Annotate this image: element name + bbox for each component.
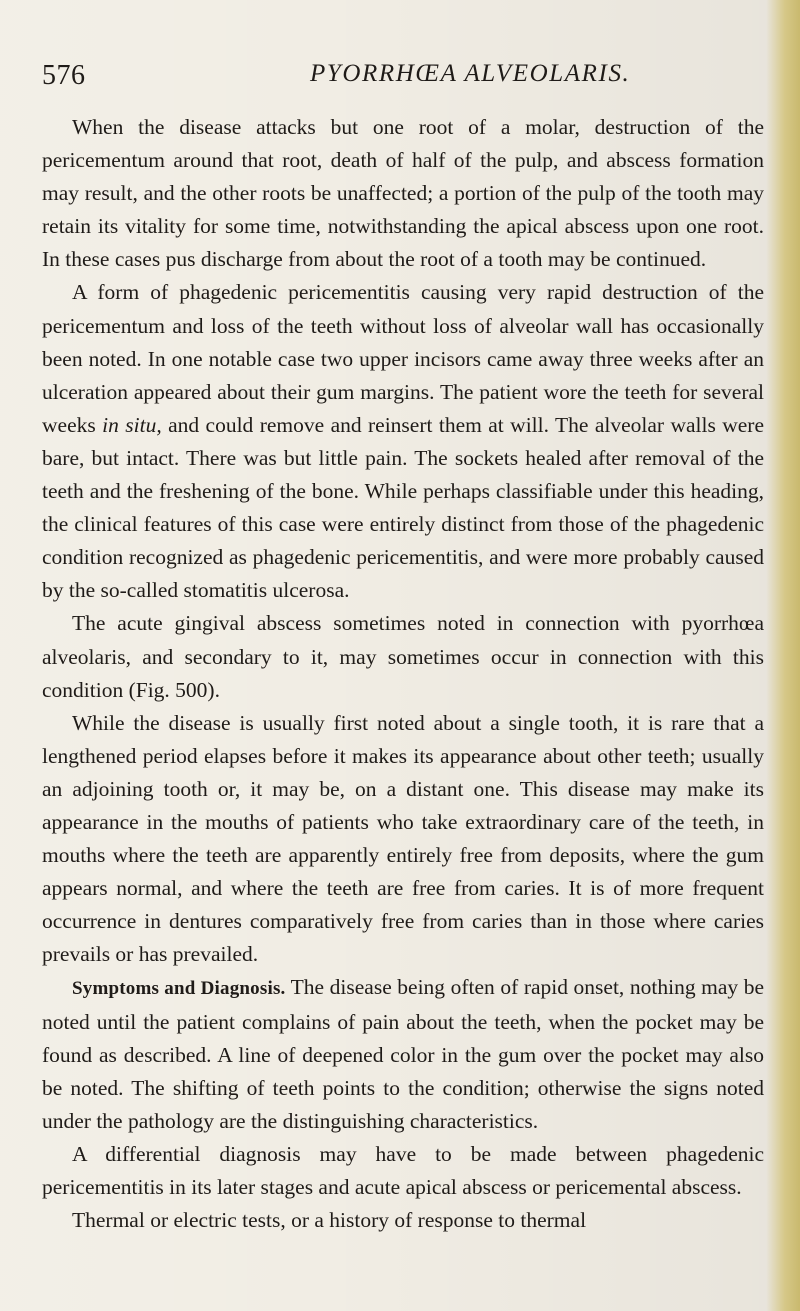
paragraph-2-text-before: A form of phagedenic pericementitis causing very rapid destruction of the pericementum and loss of the teeth without loss of alveolar wall has occasionally been noted. In one notable case two upper incisors came away three weeks after an ulceration appeared about their gum margins. The patient wore the teeth for several weeks: [42, 280, 764, 437]
paragraph-5-text: The disease being often of rapid onset, nothing may be noted until the patient complains of pain about the teeth, when the pocket may be found as described. A line of deepened color in the gum over the pocket may also be noted. The shifting of teeth points to the condition; otherwise the signs noted under the pathology are the distinguishing characteristics.: [42, 975, 764, 1133]
paragraph-2: [42, 276, 764, 607]
page-edge: [766, 0, 800, 1311]
page-number: 576: [42, 60, 86, 91]
italic-in-situ: in situ,: [102, 412, 162, 437]
running-header: [42, 58, 742, 92]
section-heading-symptoms-diagnosis: Symptoms and Diagnosis.: [72, 978, 286, 1000]
running-title: PYORRHŒA ALVEOLARIS.: [310, 60, 631, 87]
paragraph-1: When the disease attacks but one root of a molar, destruction of the pericementum around that root, death of half of the pulp, and abscess formation may result, and the other roots be unaffected; a portion of the pulp of the tooth may retain its vitality for some time, notwithstanding the apical abscess upon one root. In these cases pus discharge from about the root of a tooth may be continued.: [42, 115, 764, 272]
paragraph-3: The acute gingival abscess sometimes noted in connection with pyorrhœa alveolaris, and secondary to it, may sometimes occur in connection with this condition (Fig. 500).: [42, 611, 764, 702]
paragraph-4: While the disease is usually first noted about a single tooth, it is rare that a lengthened period elapses before it makes its appearance about other teeth; usually an adjoining tooth or, it may be, on a distant one. This disease may make its appearance in the mouths of patients who take extraordinary care of the teeth, in mouths where the teeth are apparently entirely free from deposits, where the gum appears normal, and where the teeth are free from caries. It is of more frequent occurrence in dentures comparatively free from caries than in those where caries prevails or has prevailed.: [42, 710, 764, 967]
paragraph-5: [42, 971, 764, 1137]
paragraph-2-text-after: and could remove and reinsert them at will. The alveolar walls were bare, but intact. There was but little pain. The sockets healed after removal of the teeth and the freshening of the bone. While perhaps classifiable under this heading, the clinical features of this case were entirely distinct from those of the phagedenic condition recognized as phagedenic pericementitis, and were more probably caused by the so-called stomatitis ulcerosa.: [42, 412, 765, 603]
body-text: [42, 111, 764, 1237]
paragraph-7: Thermal or electric tests, or a history of response to thermal: [72, 1208, 587, 1233]
paragraph-6: A differential diagnosis may have to be made between phagedenic pericementitis in its later stages and acute apical abscess or pericemental abscess.: [42, 1141, 764, 1199]
